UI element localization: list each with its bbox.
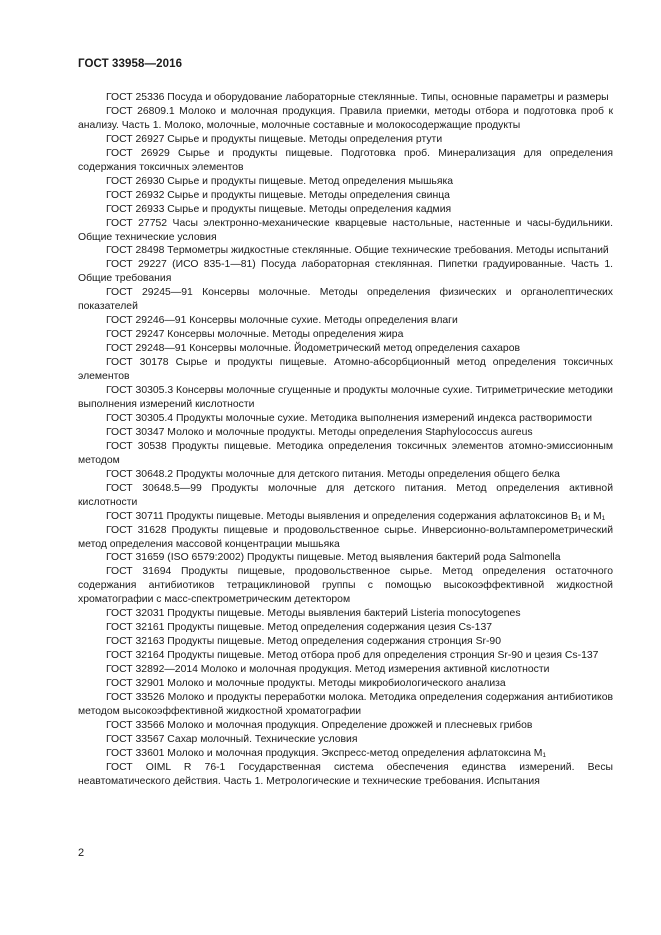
reference-item: ГОСТ 33566 Молоко и молочная продукция. Определение дрожжей и плесневых грибов	[106, 719, 533, 731]
reference-item: ГОСТ 30648.2 Продукты молочные для детского питания. Методы определения общего белка	[106, 468, 560, 480]
reference-item: ГОСТ 33526 Молоко и продукты переработки молока. Методика определения содержания антибиотиков методом высокоэффективной жидкостной хроматографии	[78, 691, 613, 717]
reference-item: ГОСТ 26930 Сырье и продукты пищевые. Метод определения мышьяка	[106, 175, 454, 187]
reference-item: ГОСТ 30347 Молоко и молочные продукты. Методы определения Staphylococcus aureus	[106, 426, 533, 438]
reference-item: ГОСТ 29246—91 Консервы молочные сухие. Методы определения влаги	[106, 315, 458, 327]
reference-item: ГОСТ 30538 Продукты пищевые. Методика определения токсичных элементов атомно-эмиссионным методом	[78, 440, 613, 466]
normative-references-list	[78, 91, 613, 789]
reference-item: ГОСТ 32892—2014 Молоко и молочная продукция. Метод измерения активной кислотности	[106, 664, 550, 676]
reference-item: ГОСТ 32161 Продукты пищевые. Метод определения содержания цезия Cs-137	[106, 622, 493, 634]
reference-item: ГОСТ 31628 Продукты пищевые и продовольственное сырье. Инверсионно-вольтамперометрический метод определения массовой концентрации мышьяка	[78, 524, 613, 550]
reference-item: ГОСТ 30305.3 Консервы молочные сгущенные и продукты молочные сухие. Титриметрические методики выполнения измерений кислотности	[78, 385, 613, 410]
reference-item: ГОСТ 30711 Продукты пищевые. Методы выявления и определения содержания афлатоксинов B₁ и M₁	[106, 510, 606, 522]
reference-item: ГОСТ 28498 Термометры жидкостные стеклянные. Общие технические требования. Методы испытаний	[106, 245, 609, 257]
reference-item: ГОСТ 26809.1 Молоко и молочная продукция. Правила приемки, методы отбора и подготовка проб к анализу. Часть 1. Молоко, молочные, молочные составные и молокосодержащие продукты	[78, 105, 613, 131]
reference-item: ГОСТ 33567 Сахар молочный. Технические условия	[106, 733, 358, 745]
reference-item: ГОСТ 25336 Посуда и оборудование лабораторные стеклянные. Типы, основные параметры и размеры	[106, 92, 609, 103]
reference-item: ГОСТ OIML R 76-1 Государственная система обеспечения единства измерений. Весы неавтоматического действия. Часть 1. Метрологические и технические требования. Испытания	[78, 761, 613, 787]
reference-item: ГОСТ 30178 Сырье и продукты пищевые. Атомно-абсорбционный метод определения токсичных элементов	[78, 357, 613, 383]
reference-item: ГОСТ 30648.5—99 Продукты молочные для детского питания. Метод определения активной кислотности	[78, 482, 613, 508]
reference-item: ГОСТ 27752 Часы электронно-механические кварцевые настольные, настенные и часы-будильники. Общие технические условия	[78, 217, 613, 243]
reference-item: ГОСТ 29247 Консервы молочные. Методы определения жира	[106, 329, 404, 341]
reference-item: ГОСТ 26933 Сырье и продукты пищевые. Методы определения кадмия	[106, 203, 452, 215]
reference-item: ГОСТ 32163 Продукты пищевые. Метод определения содержания стронция Sr-90	[106, 636, 501, 648]
document-header: ГОСТ 33958—2016	[78, 58, 183, 70]
reference-item: ГОСТ 30305.4 Продукты молочные сухие. Методика выполнения измерений индекса растворимости	[106, 412, 593, 424]
reference-item: ГОСТ 31659 (ISO 6579:2002) Продукты пищевые. Метод выявления бактерий рода Salmonella	[106, 552, 561, 564]
page-number: 2	[78, 847, 85, 859]
reference-item: ГОСТ 29248—91 Консервы молочные. Йодометрический метод определения сахаров	[106, 343, 521, 355]
reference-item: ГОСТ 29245—91 Консервы молочные. Методы определения физических и органолептических показателей	[78, 287, 613, 313]
reference-item: ГОСТ 29227 (ИСО 835-1—81) Посуда лабораторная стеклянная. Пипетки градуированные. Часть 1. Общие требования	[78, 259, 613, 285]
reference-item: ГОСТ 26932 Сырье и продукты пищевые. Методы определения свинца	[106, 189, 450, 201]
reference-item: ГОСТ 33601 Молоко и молочная продукция. Экспресс-метод определения афлатоксина M₁	[106, 747, 546, 759]
reference-item: ГОСТ 31694 Продукты пищевые, продовольственное сырье. Метод определения остаточного содержания антибиотиков тетрациклиновой группы с помощью высокоэффективной жидкостной хроматографии с масс-спектрометрическим детектором	[78, 566, 613, 606]
reference-item: ГОСТ 26927 Сырье и продукты пищевые. Методы определения ртути	[106, 133, 443, 145]
reference-item: ГОСТ 26929 Сырье и продукты пищевые. Подготовка проб. Минерализация для определения содержания токсичных элементов	[78, 147, 613, 173]
reference-item: ГОСТ 32901 Молоко и молочные продукты. Методы микробиологического анализа	[106, 678, 506, 690]
reference-item: ГОСТ 32164 Продукты пищевые. Метод отбора проб для определения стронция Sr-90 и цезия Cs-137	[106, 650, 599, 662]
reference-item: ГОСТ 32031 Продукты пищевые. Методы выявления бактерий Listeria monocytogenes	[106, 608, 521, 620]
